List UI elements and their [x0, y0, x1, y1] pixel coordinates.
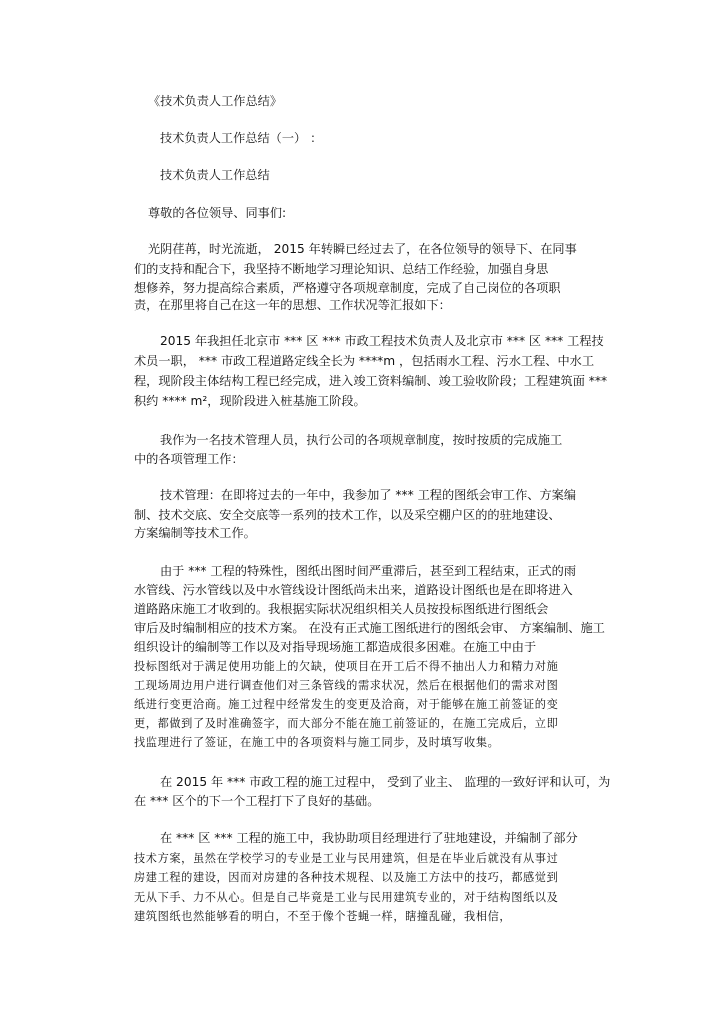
document-title: 《技术负责人工作总结》 [148, 94, 283, 108]
paragraph-1-line-4: 责，在那里将自己在这一年的思想、工作状况等汇报如下： [134, 298, 451, 312]
paragraph-4-line-1: 技术管理：在即将过去的一年中，我参加了 *** 工程的图纸会审工作、方案编 [160, 488, 577, 502]
paragraph-2-line-4: 积约 **** m²，现阶段进入桩基施工阶段。 [134, 394, 366, 408]
paragraph-5-line-1: 由于 *** 工程的特殊性，图纸出图时间严重滞后，甚至到工程结束，正式的雨 [160, 564, 577, 578]
paragraph-4-line-3: 方案编制等技术工作。 [134, 526, 256, 540]
paragraph-5-line-4: 审后及时编制相应的技术方案。 在没有正式施工图纸进行的图纸会审、 方案编制、施工 [134, 621, 605, 635]
paragraph-1-line-1: 光阴荏苒，时光流逝， 2015 年转瞬已经过去了，在各位领导的领导下、在同事 [148, 242, 577, 256]
paragraph-4-line-2: 制、技术交底、安全交底等一系列的技术工作，以及采空棚户区的的驻地建设、 [134, 508, 561, 522]
paragraph-5-line-7: 工现场周边用户进行调查他们对三条管线的需求状况，然后在根据他们的需求对图 [134, 679, 559, 692]
paragraph-2-line-2: 术员一职， *** 市政工程道路定线全长为 ****m ，包括雨水工程、污水工程、中水工 [134, 354, 595, 368]
paragraph-7-line-2: 技术方案，虽然在学校学习的专业是工业与民用建筑，但是在毕业后就没有从事过 [134, 852, 559, 865]
paragraph-2-line-1: 2015 年我担任北京市 *** 区 *** 市政工程技术负责人及北京市 *** 区 *** 工程技 [160, 334, 604, 348]
paragraph-6-line-2: 在 *** 区个的下一个工程打下了良好的基础。 [134, 794, 380, 808]
paragraph-7-line-3: 房建工程的建设，因而对房建的各种技术规程、以及施工方法中的技巧，都感觉到 [134, 871, 559, 884]
document-heading: 技术负责人工作总结 [160, 168, 270, 182]
paragraph-5-line-8: 纸进行变更洽商。施工过程中经常发生的变更及洽商，对于能够在施工前签证的变 [134, 698, 559, 711]
paragraph-7-line-4: 无从下手、力不从心。但是自己毕竟是工业与民用建筑专业的，对于结构图纸以及 [134, 891, 559, 904]
paragraph-5-line-5: 组织设计的编制等工作以及对指导现场施工都造成很多困难。在施工中由于 [134, 640, 537, 654]
paragraph-7-line-1: 在 *** 区 *** 工程的施工中，我协助项目经理进行了驻地建设，并编制了部分 [160, 831, 578, 845]
paragraph-5-line-10: 找监理进行了签证，在施工中的各项资料与施工同步，及时填写收集。 [134, 736, 500, 749]
paragraph-1-line-3: 想修养，努力提高综合素质，严格遵守各项规章制度，完成了自己岗位的各项职 [134, 281, 561, 295]
paragraph-6-line-1: 在 2015 年 *** 市政工程的施工过程中， 受到了业主、 监理的一致好评和认可，为 [160, 775, 611, 789]
paragraph-5-line-2: 水管线、污水管线以及中水管线设计图纸尚未出来，道路设计图纸也是在即将进入 [134, 583, 573, 597]
paragraph-3-line-2: 中的各项管理工作： [134, 452, 244, 466]
document-subtitle: 技术负责人工作总结（一） ： [160, 131, 323, 145]
paragraph-2-line-3: 程，现阶段主体结构工程已经完成，进入竣工资料编制、竣工验收阶段；工程建筑面 *** [134, 374, 608, 388]
paragraph-3-line-1: 我作为一名技术管理人员，执行公司的各项规章制度，按时按质的完成施工 [160, 433, 563, 447]
greeting: 尊敬的各位领导、同事们: [148, 206, 287, 220]
paragraph-1-line-2: 们的支持和配合下，我坚持不断地学习理论知识、总结工作经验，加强自身思 [134, 262, 549, 276]
paragraph-5-line-9: 更，都做到了及时准确签字，而大部分不能在施工前签证的，在施工完成后，立即 [134, 717, 559, 730]
paragraph-7-line-5: 建筑图纸也然能够看的明白，不至于像个苍蝇一样，瞎撞乱碰，我相信， [134, 910, 512, 923]
paragraph-5-line-3: 道路路床施工才收到的。我根据实际状况组织相关人员按投标图纸进行图纸会 [134, 602, 549, 616]
paragraph-5-line-6: 投标图纸对于满足使用功能上的欠缺，使项目在开工后不得不抽出人力和精力对施 [134, 660, 559, 673]
